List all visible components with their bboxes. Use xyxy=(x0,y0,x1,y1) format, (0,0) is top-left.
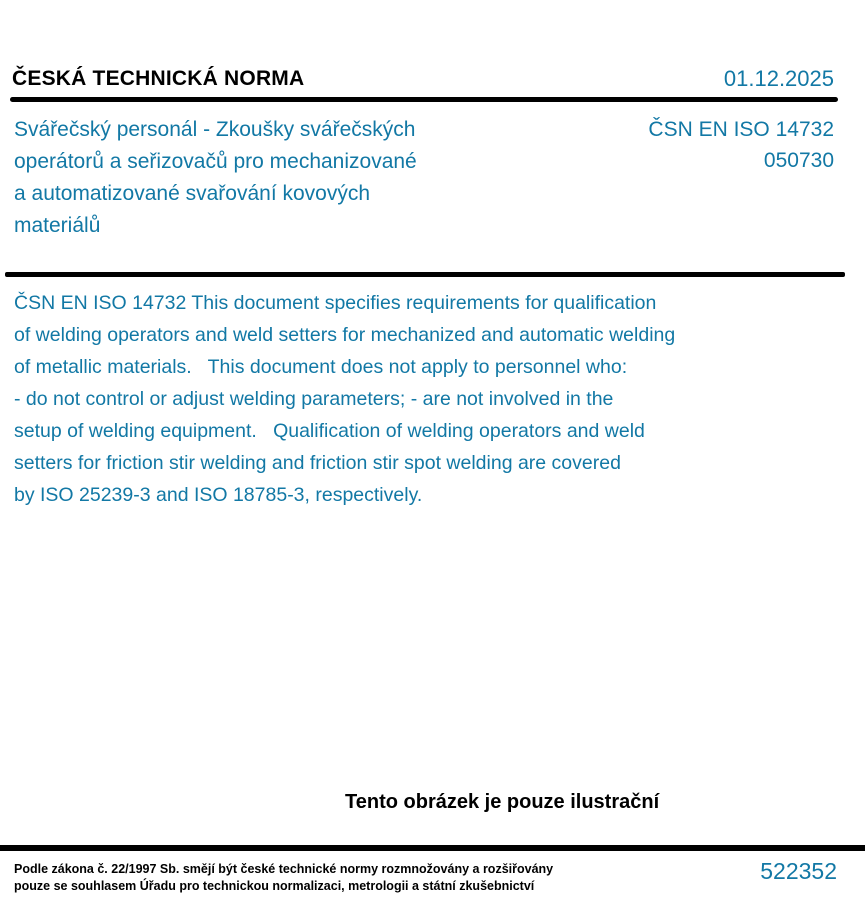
footer-legal-line: Podle zákona č. 22/1997 Sb. smějí být české technické normy rozmnožovány a rozšiřovány xyxy=(14,862,554,876)
abstract-line: of metallic materials. This document does not apply to personnel who: xyxy=(14,356,628,378)
standard-title-line: a automatizované svařování kovových xyxy=(14,182,371,205)
standard-title-line: Svářečský personál - Zkoušky svářečských xyxy=(14,118,416,141)
standard-abstract xyxy=(14,287,814,511)
standard-title xyxy=(14,114,594,242)
abstract-line: - do not control or adjust welding parameters; - are not involved in the xyxy=(14,388,614,410)
footer-divider xyxy=(0,845,865,851)
standard-designation: ČSN EN ISO 14732 xyxy=(648,118,834,141)
footer-legal-notice xyxy=(14,861,553,895)
order-number: 522352 xyxy=(760,858,837,884)
abstract-line: by ISO 25239-3 and ISO 18785-3, respectively. xyxy=(14,484,423,506)
abstract-line: of welding operators and weld setters for mechanized and automatic welding xyxy=(14,324,676,346)
footer-legal-line: pouze se souhlasem Úřadu pro technickou normalizaci, metrologii a státní zkušebnictví xyxy=(14,879,535,893)
abstract-line: ČSN EN ISO 14732 This document specifies requirements for qualification xyxy=(14,292,657,314)
title-divider xyxy=(5,272,845,277)
page-title: ČESKÁ TECHNICKÁ NORMA xyxy=(12,67,305,90)
standard-title-line: operátorů a seřizovačů pro mechanizované xyxy=(14,150,417,173)
header-divider xyxy=(10,97,838,102)
standard-reference xyxy=(648,114,834,176)
abstract-line: setup of welding equipment. Qualification of welding operators and weld xyxy=(14,420,645,442)
abstract-line: setters for friction stir welding and friction stir spot welding are covered xyxy=(14,452,621,474)
publication-date: 01.12.2025 xyxy=(723,66,834,91)
standard-class-code: 050730 xyxy=(763,149,834,172)
standard-title-line: materiálů xyxy=(14,214,101,237)
illustration-disclaimer: Tento obrázek je pouze ilustrační xyxy=(345,791,660,813)
